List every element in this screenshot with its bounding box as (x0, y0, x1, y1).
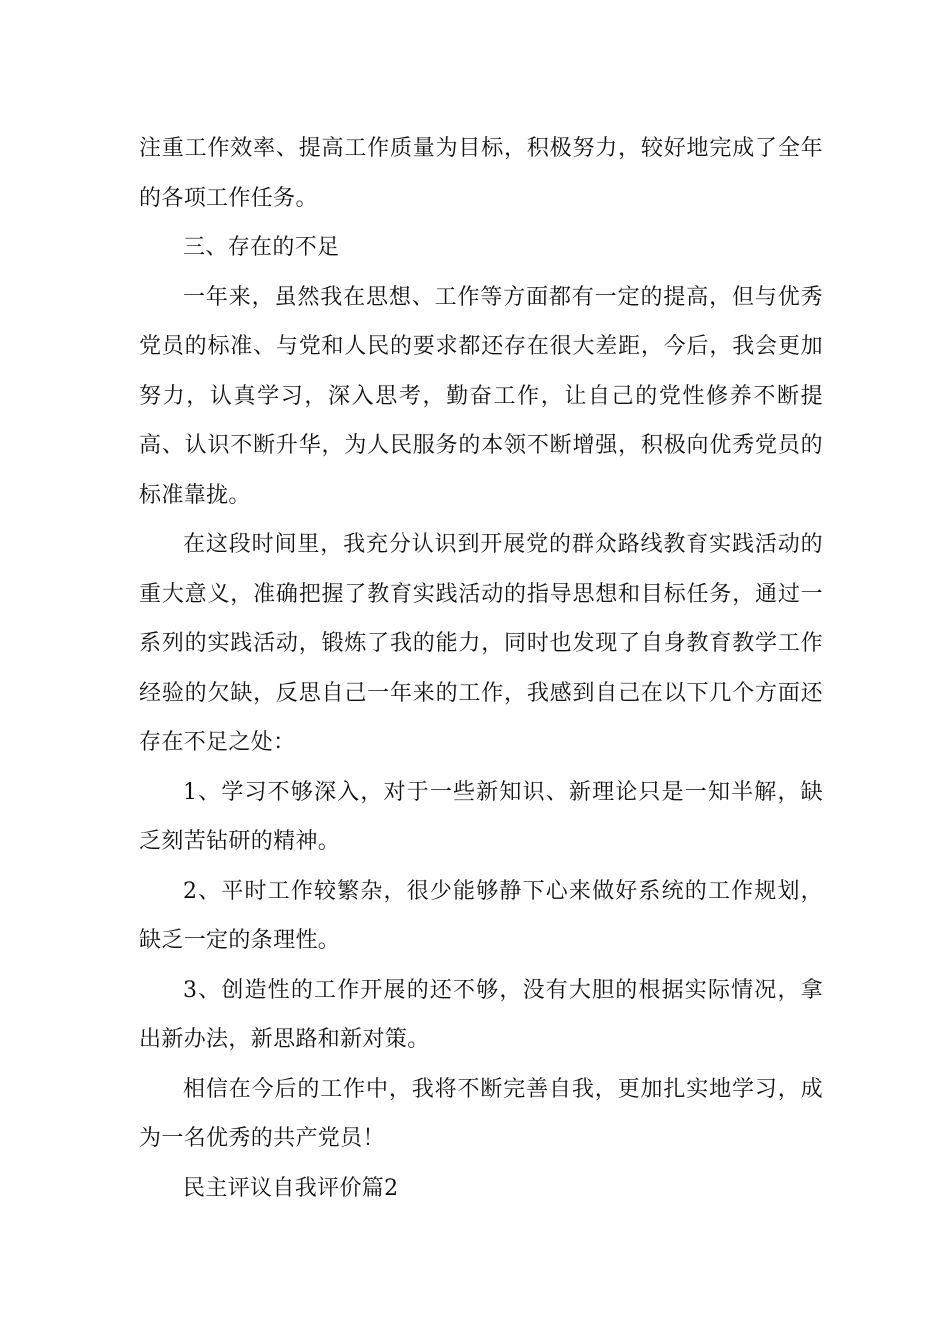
section-title-part-2: 民主评议自我评价篇2 (183, 1175, 399, 1201)
list-item-1: 1、学习不够深入，对于一些新知识、新理论只是一知半解，缺乏刻苦钻研的精神。 (139, 779, 823, 854)
paragraph-year-review: 一年来，虽然我在思想、工作等方面都有一定的提高，但与优秀党员的标准、与党和人民的要求都还存在很大差距，今后，我会更加努力，认真学习，深入思考，勤奋工作，让自己的党性修养不断提高、认识不断升华，为人民服务的本领不断增强，积极向优秀党员的标准靠拢。 (139, 284, 823, 508)
section-heading-shortcomings: 三、存在的不足 (183, 235, 340, 260)
paragraph-practice-activity: 在这段时间里，我充分认识到开展党的群众路线教育实践活动的重大意义，准确把握了教育实践活动的指导思想和目标任务，通过一系列的实践活动，锻炼了我的能力，同时也发现了自身教育教学工作经验的欠缺，反思自己一年来的工作，我感到自己在以下几个方面还存在不足之处： (139, 532, 823, 755)
document-body (139, 124, 823, 1213)
paragraph-conclusion: 相信在今后的工作中，我将不断完善自我，更加扎实地学习，成为一名优秀的共产党员！ (139, 1076, 823, 1151)
list-item-3: 3、创造性的工作开展的还不够，没有大胆的根据实际情况，拿出新办法，新思路和新对策。 (139, 977, 823, 1052)
list-item-2: 2、平时工作较繁杂，很少能够静下心来做好系统的工作规划，缺乏一定的条理性。 (139, 878, 823, 953)
paragraph-continuation: 注重工作效率、提高工作质量为目标，积极努力，较好地完成了全年的各项工作任务。 (139, 136, 823, 211)
